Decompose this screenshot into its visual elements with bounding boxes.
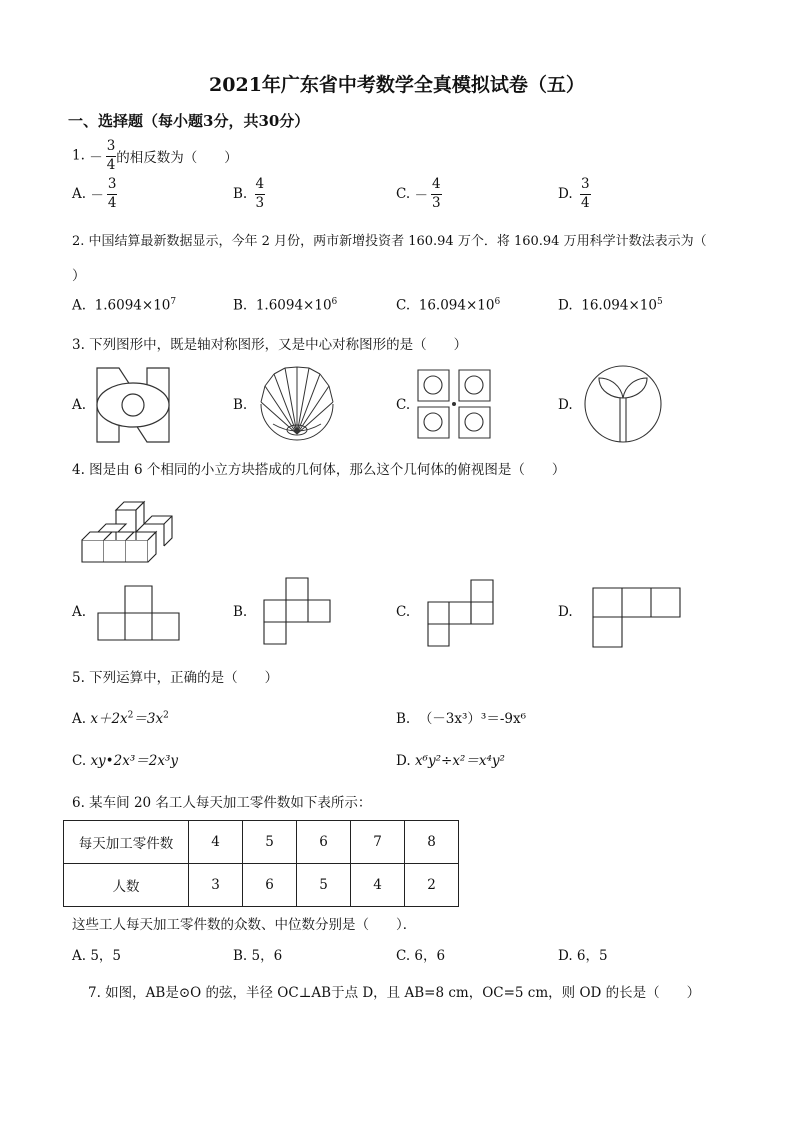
question-2: 2. 中国结算最新数据显示，今年 2 月份，两市新增投资者 160.94 万个．将 160.94 万用科学计数法表示为（ bbox=[72, 234, 707, 249]
q3-figure-c bbox=[416, 368, 492, 440]
table-row bbox=[64, 864, 459, 907]
q4-figure-d bbox=[592, 587, 684, 649]
q1-fraction: $\frac{3}{4}$ bbox=[106, 138, 116, 173]
q4-option-b[interactable]: B. bbox=[233, 604, 248, 620]
q3-figure-b bbox=[258, 366, 336, 444]
q4-option-c[interactable]: C. bbox=[396, 604, 411, 620]
q4-figure-b bbox=[263, 577, 333, 647]
table-cell: 7 bbox=[351, 821, 405, 864]
table-row bbox=[64, 821, 459, 864]
q1-number: 1. bbox=[72, 147, 85, 164]
q4-figure-c bbox=[427, 579, 497, 649]
q3-option-c[interactable]: C. bbox=[396, 397, 411, 413]
q2-option-c[interactable]: C. $16.094\times 10^6$ bbox=[396, 297, 501, 314]
q1-option-a[interactable]: A. － $\frac{3}{4}$ bbox=[72, 176, 117, 211]
question-3: 3. 下列图形中，既是轴对称图形，又是中心对称图形的是（ ） bbox=[72, 337, 468, 353]
q4-figure-a bbox=[97, 585, 181, 641]
q6-table bbox=[63, 820, 459, 907]
q6-option-c[interactable]: C. 6，6 bbox=[396, 948, 446, 964]
question-2-cont: ） bbox=[72, 268, 86, 284]
q1-text: 的相反数为（ ） bbox=[116, 150, 238, 166]
question-4: 4. 图是由 6 个相同的小立方块搭成的几何体，那么这个几何体的俯视图是（ ） bbox=[72, 462, 566, 478]
question-7: 7. 如图，AB是⊙O 的弦，半径 OC⊥AB于点 D，且 AB=8 cm，OC=5 cm，则 OD 的长是（ ） bbox=[88, 985, 701, 1001]
q3-figure-d bbox=[583, 364, 663, 444]
q2-option-a[interactable]: A. $1.6094\times 10^7$ bbox=[72, 297, 177, 314]
q5-option-a[interactable]: A. $x+2x^2=3x^2$ bbox=[72, 710, 169, 727]
q4-option-d[interactable]: D. bbox=[558, 604, 573, 620]
q3-option-d[interactable]: D. bbox=[558, 397, 573, 413]
q5-option-c[interactable]: C. xy•2x³＝2x³y bbox=[72, 753, 178, 769]
q3-option-a[interactable]: A. bbox=[72, 397, 87, 413]
q4-cube-figure bbox=[80, 492, 180, 566]
q3-option-b[interactable]: B. bbox=[233, 397, 248, 413]
section-heading: 一、选择题（每小题3分，共30分） bbox=[68, 112, 310, 130]
q6-option-a[interactable]: A. 5，5 bbox=[72, 948, 122, 964]
q4-option-a[interactable]: A. bbox=[72, 604, 87, 620]
table-cell: 6 bbox=[297, 821, 351, 864]
table-cell: 5 bbox=[297, 864, 351, 907]
q5-option-b[interactable]: B. （－3x³）³＝-9x⁶ bbox=[396, 711, 527, 727]
question-5: 5. 下列运算中，正确的是（ ） bbox=[72, 670, 279, 686]
q1-option-c[interactable]: C. － $\frac{4}{3}$ bbox=[396, 176, 441, 211]
q1-option-d[interactable]: D. $\frac{3}{4}$ bbox=[558, 176, 590, 211]
table-cell: 4 bbox=[189, 821, 243, 864]
question-6-prompt: 这些工人每天加工零件数的众数、中位数分别是（ ）． bbox=[72, 917, 417, 933]
table-cell: 5 bbox=[243, 821, 297, 864]
q1-sign: － bbox=[89, 150, 103, 166]
q2-option-b[interactable]: B. $1.6094\times 10^6$ bbox=[233, 297, 338, 314]
q3-figure-a bbox=[95, 366, 171, 444]
q1-option-b[interactable]: B. $\frac{4}{3}$ bbox=[233, 176, 265, 211]
page-title: 2021年广东省中考数学全真模拟试卷（五） bbox=[209, 74, 585, 96]
q6-option-b[interactable]: B. 5，6 bbox=[233, 948, 283, 964]
table-cell: 每天加工零件数 bbox=[64, 821, 189, 864]
table-cell: 6 bbox=[243, 864, 297, 907]
q2-option-d[interactable]: D. $16.094\times 10^5$ bbox=[558, 297, 663, 314]
q6-option-d[interactable]: D. 6，5 bbox=[558, 948, 608, 964]
table-cell: 3 bbox=[189, 864, 243, 907]
q5-option-d[interactable]: D. x⁶y²÷x²＝x⁴y² bbox=[396, 753, 505, 769]
table-cell: 8 bbox=[405, 821, 459, 864]
table-cell: 人数 bbox=[64, 864, 189, 907]
question-1 bbox=[72, 140, 238, 172]
table-cell: 4 bbox=[351, 864, 405, 907]
question-6: 6. 某车间 20 名工人每天加工零件数如下表所示： bbox=[72, 795, 372, 811]
table-cell: 2 bbox=[405, 864, 459, 907]
